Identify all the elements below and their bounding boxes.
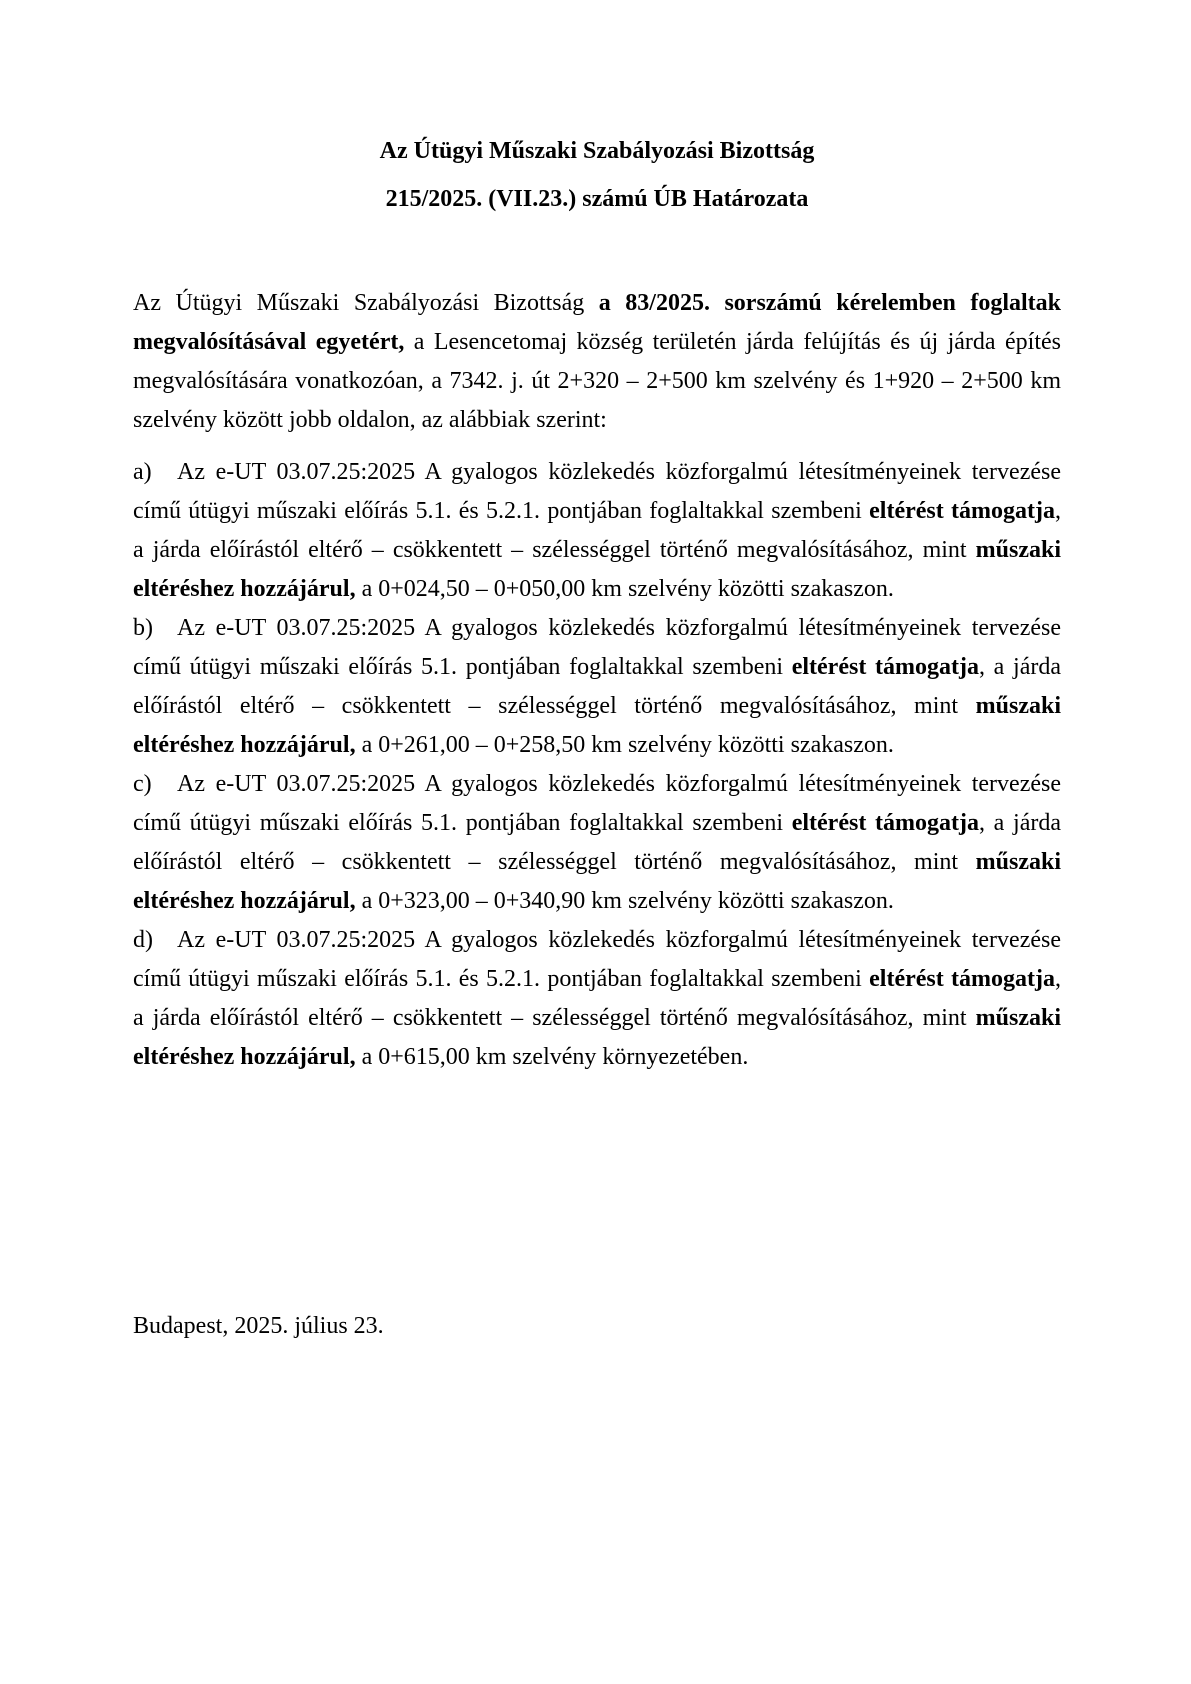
item-d-bold-run: műszaki eltéréshez hozzájárul, <box>133 1005 1061 1070</box>
item-d-text-run: , a járda előírástól eltérő – csökkentett – szélességgel történő megvalósításához, mint <box>133 966 1061 1031</box>
item-a-text-run: , a járda előírástól eltérő – csökkentett – szélességgel történő megvalósításához, mint <box>133 498 1061 563</box>
item-b <box>133 609 1061 765</box>
item-a-text-run: Az e-UT 03.07.25:2025 A gyalogos közlekedés közforgalmú létesítményeinek tervezése című útügyi műszaki előírás 5.1. és 5.2.1. pontjában foglaltakkal szembeni <box>133 459 1061 524</box>
item-b-text-run: a 0+261,00 – 0+258,50 km szelvény közötti szakaszon. <box>355 732 894 758</box>
intro-paragraph <box>133 284 1061 440</box>
item-a-label: a) <box>133 459 152 485</box>
item-d-text-run: Az e-UT 03.07.25:2025 A gyalogos közlekedés közforgalmú létesítményeinek tervezése című útügyi műszaki előírás 5.1. és 5.2.1. pontjában foglaltakkal szembeni <box>133 927 1061 992</box>
document-title-line1: Az Útügyi Műszaki Szabályozási Bizottság <box>379 138 815 164</box>
item-a-text-run: a 0+024,50 – 0+050,00 km szelvény közötti szakaszon. <box>355 576 894 602</box>
date-line: Budapest, 2025. július 23. <box>133 1313 384 1339</box>
item-c-text-run: Az e-UT 03.07.25:2025 A gyalogos közlekedés közforgalmú létesítményeinek tervezése című útügyi műszaki előírás 5.1. pontjában foglaltakkal szembeni <box>133 771 1061 836</box>
intro-text-run: a Lesencetomaj község területén járda felújítás és új járda építés megvalósítására vonatkozóan, a 7342. j. út 2+320 – 2+500 km szelvény és 1+920 – 2+500 km szelvény között jobb oldalon, az alábbiak szerint: <box>133 329 1061 433</box>
item-c-text-run: a 0+323,00 – 0+340,90 km szelvény közötti szakaszon. <box>355 888 894 914</box>
item-b-bold-run: műszaki eltéréshez hozzájárul, <box>133 693 1061 758</box>
item-a <box>133 453 1061 609</box>
item-d-bold-run: eltérést támogatja <box>869 966 1055 992</box>
item-b-text-run: Az e-UT 03.07.25:2025 A gyalogos közlekedés közforgalmú létesítményeinek tervezése című útügyi műszaki előírás 5.1. pontjában foglaltakkal szembeni <box>133 615 1061 680</box>
intro-bold-run: a 83/2025. sorszámú kérelemben foglaltak megvalósításával egyetért, <box>133 290 1061 355</box>
item-d-text-run: a 0+615,00 km szelvény környezetében. <box>355 1044 749 1070</box>
document-title-line2: 215/2025. (VII.23.) számú ÚB Határozata <box>385 186 809 212</box>
intro-text-run: Az Útügyi Műszaki Szabályozási Bizottság <box>133 290 599 316</box>
item-d-label: d) <box>133 927 153 953</box>
item-b-label: b) <box>133 615 153 641</box>
item-a-bold-run: műszaki eltéréshez hozzájárul, <box>133 537 1061 602</box>
item-b-text-run: , a járda előírástól eltérő – csökkentett – szélességgel történő megvalósításához, mint <box>133 654 1061 719</box>
item-c-bold-run: műszaki eltéréshez hozzájárul, <box>133 849 1061 914</box>
item-d <box>133 921 1061 1077</box>
item-c-label: c) <box>133 771 152 797</box>
decision-items <box>133 453 1061 1077</box>
item-c <box>133 765 1061 921</box>
item-c-text-run: , a járda előírástól eltérő – csökkentett – szélességgel történő megvalósításához, mint <box>133 810 1061 875</box>
item-c-bold-run: eltérést támogatja <box>791 810 979 836</box>
item-a-bold-run: eltérést támogatja <box>869 498 1055 524</box>
item-b-bold-run: eltérést támogatja <box>791 654 979 680</box>
